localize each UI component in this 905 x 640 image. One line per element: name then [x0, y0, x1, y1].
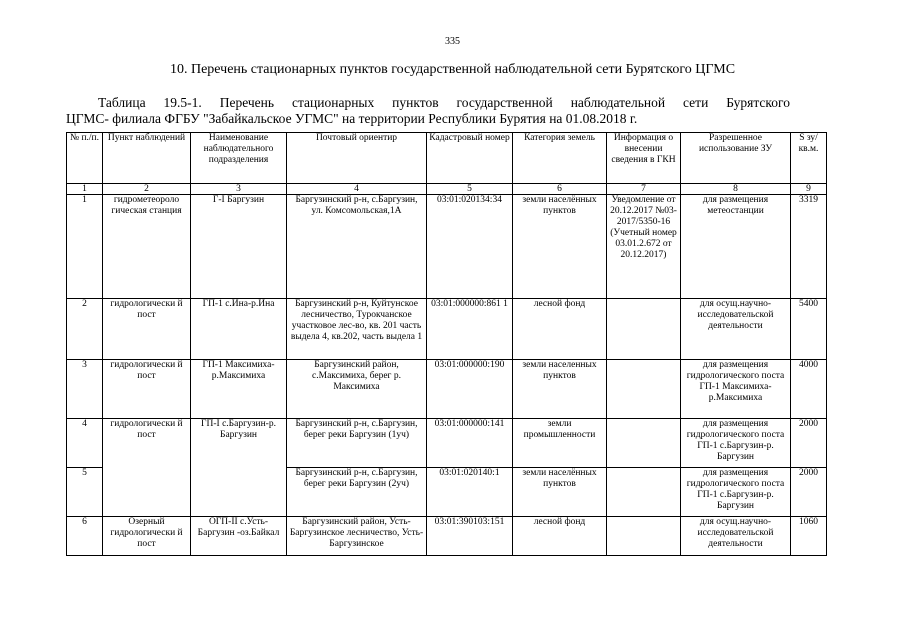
- col-header: Пункт наблюдений: [103, 133, 191, 184]
- table-row: [67, 517, 827, 556]
- column-number-row: [67, 184, 827, 195]
- cadastre-cell: 03:01:000000:190: [427, 360, 513, 419]
- column-number: 8: [681, 184, 791, 195]
- row-number: 4: [67, 419, 103, 468]
- address-cell: Баргузинский район, с.Максимиха, берег р. Максимиха: [287, 360, 427, 419]
- point-cell: Озерный гидрологически й пост: [103, 517, 191, 556]
- row-number: 5: [67, 468, 103, 517]
- area-cell: 2000: [791, 468, 827, 517]
- column-number: 4: [287, 184, 427, 195]
- area-cell: 2000: [791, 419, 827, 468]
- unit-cell: Г-I Баргузин: [191, 195, 287, 299]
- category-cell: земли промышленности: [513, 419, 607, 468]
- caption-line-2: ЦГМС- филиала ФГБУ "Забайкальское УГМС" на территории Республики Бурятия на 01.08.2018 г.: [66, 111, 638, 126]
- column-number: 9: [791, 184, 827, 195]
- table-row: [67, 360, 827, 419]
- usage-cell: для осущ.научно-исследовательской деятельности: [681, 517, 791, 556]
- column-number: 3: [191, 184, 287, 195]
- col-header: Почтовый ориентир: [287, 133, 427, 184]
- unit-cell: ГП-1 Максимиха-р.Максимиха: [191, 360, 287, 419]
- gkn-cell: [607, 517, 681, 556]
- section-heading: 10. Перечень стационарных пунктов государственной наблюдательной сети Бурятского ЦГМС: [169, 62, 736, 77]
- col-header: Наименование наблюдательного подразделения: [191, 133, 287, 184]
- col-header: Категория земель: [513, 133, 607, 184]
- unit-cell: ГП-I с.Баргузин-р. Баргузин: [191, 419, 287, 517]
- row-number: 2: [67, 299, 103, 360]
- address-cell: Баргузинский р-н, с.Баргузин, берег реки Баргузин (1уч): [287, 419, 427, 468]
- area-cell: 4000: [791, 360, 827, 419]
- stations-table: [66, 132, 827, 556]
- col-header: S зу/кв.м.: [791, 133, 827, 184]
- category-cell: земли населённых пунктов: [513, 195, 607, 299]
- unit-cell: ГП-1 с.Ина-р.Ина: [191, 299, 287, 360]
- gkn-cell: [607, 419, 681, 468]
- point-cell: гидрологически й пост: [103, 360, 191, 419]
- column-number: 2: [103, 184, 191, 195]
- column-number: 6: [513, 184, 607, 195]
- cadastre-cell: 03:01:000000:861 1: [427, 299, 513, 360]
- caption-line-1: Таблица 19.5-1. Перечень стационарных пунктов государственной наблюдательной сети Бурятского: [98, 95, 790, 110]
- page-number: 335: [445, 36, 460, 47]
- cadastre-cell: 03:01:000000:141: [427, 419, 513, 468]
- col-header: Информация о внесении сведения в ГКН: [607, 133, 681, 184]
- point-cell: гидрологически й пост: [103, 419, 191, 517]
- category-cell: земли населенных пунктов: [513, 360, 607, 419]
- gkn-cell: [607, 468, 681, 517]
- cadastre-cell: 03:01:390103:151: [427, 517, 513, 556]
- area-cell: 3319: [791, 195, 827, 299]
- col-header: Разрешенное использование ЗУ: [681, 133, 791, 184]
- point-cell: гидрологически й пост: [103, 299, 191, 360]
- row-number: 3: [67, 360, 103, 419]
- cadastre-cell: 03:01:020140:1: [427, 468, 513, 517]
- category-cell: земли населённых пунктов: [513, 468, 607, 517]
- category-cell: лесной фонд: [513, 299, 607, 360]
- table-caption: [66, 95, 790, 127]
- category-cell: лесной фонд: [513, 517, 607, 556]
- usage-cell: для размещения метеостанции: [681, 195, 791, 299]
- unit-cell: ОГП-II с.Усть-Баргузин -оз.Байкал: [191, 517, 287, 556]
- usage-cell: для осущ.научно-исследовательской деятельности: [681, 299, 791, 360]
- usage-cell: для размещения гидрологического поста ГП-1 с.Баргузин-р. Баргузин: [681, 468, 791, 517]
- address-cell: Баргузинский р-н, с.Баргузин, ул. Комсомольская,1А: [287, 195, 427, 299]
- area-cell: 1060: [791, 517, 827, 556]
- area-cell: 5400: [791, 299, 827, 360]
- table-row: [67, 419, 827, 468]
- row-number: 1: [67, 195, 103, 299]
- table-header-row: [67, 133, 827, 184]
- column-number: 7: [607, 184, 681, 195]
- gkn-cell: Уведомление от 20.12.2017 №03-2017/5350-16 (Учетный номер 03.01.2.672 от 20.12.2017): [607, 195, 681, 299]
- address-cell: Баргузинский р-н, с.Баргузин, берег реки Баргузин (2уч): [287, 468, 427, 517]
- usage-cell: для размещения гидрологического поста ГП-1 Максимиха-р.Максимиха: [681, 360, 791, 419]
- address-cell: Баргузинский район, Усть-Баргузинское лесничество, Усть-Баргузинское: [287, 517, 427, 556]
- table-row: [67, 299, 827, 360]
- row-number: 6: [67, 517, 103, 556]
- col-header: Кадастровый номер: [427, 133, 513, 184]
- column-number: 1: [67, 184, 103, 195]
- column-number: 5: [427, 184, 513, 195]
- point-cell: гидрометеороло гическая станция: [103, 195, 191, 299]
- gkn-cell: [607, 299, 681, 360]
- gkn-cell: [607, 360, 681, 419]
- usage-cell: для размещения гидрологического поста ГП-1 с.Баргузин-р. Баргузин: [681, 419, 791, 468]
- cadastre-cell: 03:01:020134:34: [427, 195, 513, 299]
- col-header: № п./п.: [67, 133, 103, 184]
- table-row: [67, 195, 827, 299]
- address-cell: Баргузинский р-н, Куйтунское лесничество, Турокчанское участковое лес-во, кв. 201 часть выдела 4, кв.202, часть выдела 1: [287, 299, 427, 360]
